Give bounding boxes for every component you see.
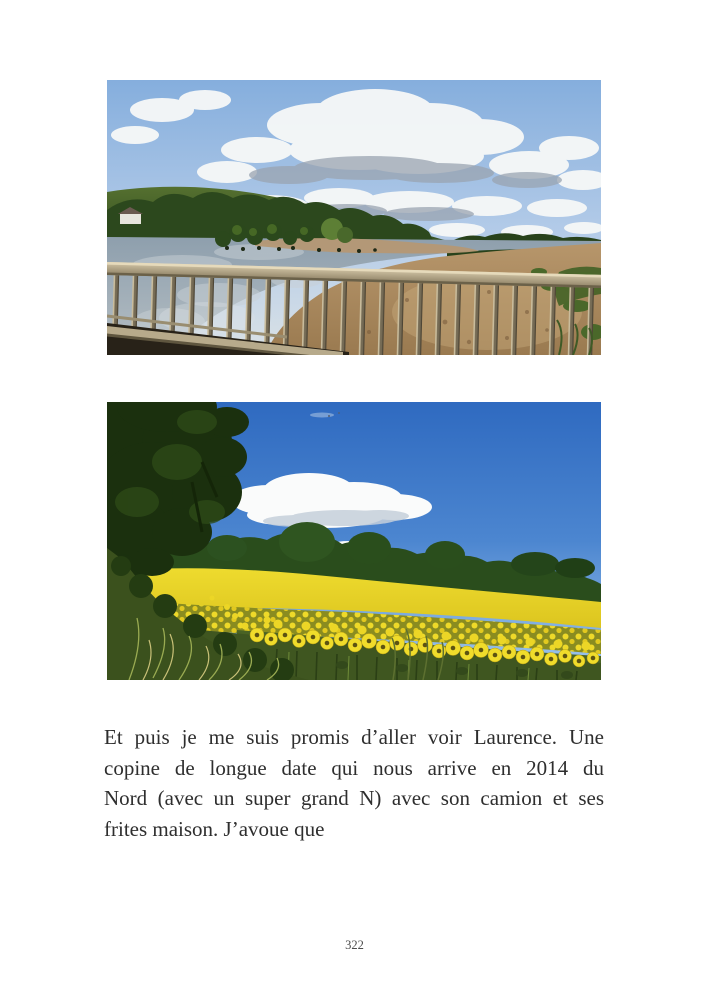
body-text <box>104 722 604 844</box>
text-line-1: Et puis je me suis promis d’aller voir Laurence. Une <box>104 725 604 749</box>
photo-sunflower-field <box>107 402 601 680</box>
page-number: 322 <box>345 938 364 952</box>
photo-river-from-bridge <box>107 80 601 355</box>
text-line-4: frites maison. J’avoue que <box>104 816 325 841</box>
text-line-2: copine de longue date qui nous arrive en 2014 du <box>104 755 604 780</box>
river-photo-graphic <box>107 80 601 355</box>
text-line-3: Nord (avec un super grand N) avec son camion et ses <box>104 786 604 811</box>
sunflower-photo-graphic <box>107 402 601 680</box>
white-house <box>120 213 141 224</box>
